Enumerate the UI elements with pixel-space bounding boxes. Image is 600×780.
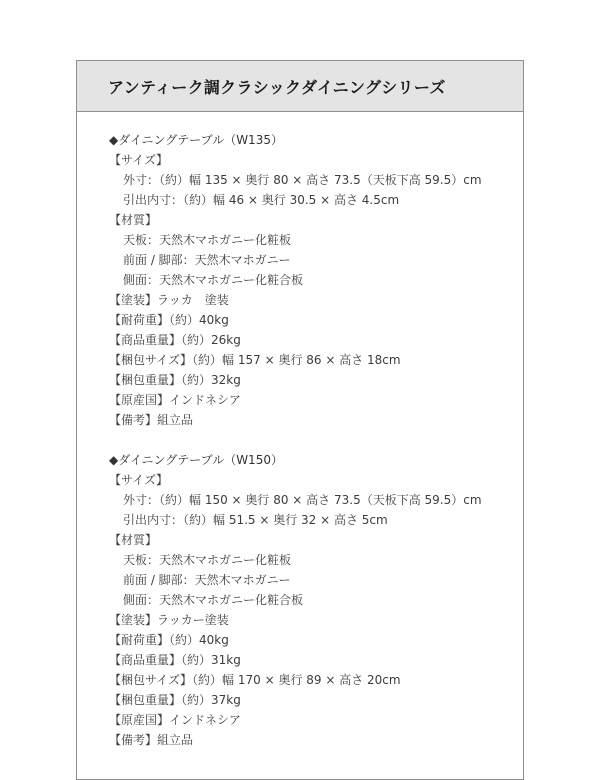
spec-line-product-weight: 【商品重量】（約）31kg	[109, 653, 241, 667]
spec-line-drawer-size: 引出内寸：（約）幅 46 × 奥行 30.5 × 高さ 4.5cm	[123, 193, 400, 207]
page-title: アンティーク調クラシックダイニングシリーズ	[108, 78, 446, 97]
spec-line-package-size: 【梱包サイズ】（約）幅 157 × 奥行 86 × 高さ 18cm	[109, 353, 401, 367]
product-spec-w135	[109, 130, 523, 430]
spec-line-material-top: 天板：天然木マホガニー化粧板	[123, 233, 292, 247]
spec-line-finish: 【塗装】ラッカ 塗装	[109, 293, 229, 307]
spec-line-material-front-legs: 前面 / 脚部：天然木マホガニー	[123, 573, 291, 587]
product-heading: ◆ダイニングテーブル（W135）	[109, 133, 283, 147]
spec-panel	[76, 60, 524, 780]
spec-line-material-label: 【材質】	[109, 533, 158, 547]
spec-line-outer-size: 外寸：（約）幅 150 × 奥行 80 × 高さ 73.5（天板下高 59.5）cm	[123, 493, 482, 507]
spec-line-origin: 【原産国】インドネシア	[109, 393, 241, 407]
spec-line-material-side: 側面：天然木マホガニー化粧合板	[123, 273, 304, 287]
spec-line-material-front-legs: 前面 / 脚部：天然木マホガニー	[123, 253, 291, 267]
spec-line-product-weight: 【商品重量】（約）26kg	[109, 333, 241, 347]
spec-line-notes: 【備考】組立品	[109, 733, 194, 747]
spec-line-size-label: 【サイズ】	[109, 153, 169, 167]
spec-line-material-label: 【材質】	[109, 213, 158, 227]
spec-line-load-capacity: 【耐荷重】（約）40kg	[109, 633, 229, 647]
spec-line-finish: 【塗装】ラッカー塗装	[109, 613, 229, 627]
spec-line-size-label: 【サイズ】	[109, 473, 169, 487]
spec-line-material-side: 側面：天然木マホガニー化粧合板	[123, 593, 304, 607]
spec-line-package-weight: 【梱包重量】（約）37kg	[109, 693, 241, 707]
spec-line-package-size: 【梱包サイズ】（約）幅 170 × 奥行 89 × 高さ 20cm	[109, 673, 401, 687]
spec-body	[77, 130, 523, 750]
spec-line-notes: 【備考】組立品	[109, 413, 194, 427]
spec-line-outer-size: 外寸：（約）幅 135 × 奥行 80 × 高さ 73.5（天板下高 59.5）cm	[123, 173, 482, 187]
spec-line-drawer-size: 引出内寸：（約）幅 51.5 × 奥行 32 × 高さ 5cm	[123, 513, 388, 527]
spec-line-origin: 【原産国】インドネシア	[109, 713, 241, 727]
product-spec-w150	[109, 450, 523, 750]
product-heading: ◆ダイニングテーブル（W150）	[109, 453, 283, 467]
spec-line-package-weight: 【梱包重量】（約）32kg	[109, 373, 241, 387]
spec-line-material-top: 天板：天然木マホガニー化粧板	[123, 553, 292, 567]
spec-line-load-capacity: 【耐荷重】（約）40kg	[109, 313, 229, 327]
panel-header	[77, 61, 523, 112]
